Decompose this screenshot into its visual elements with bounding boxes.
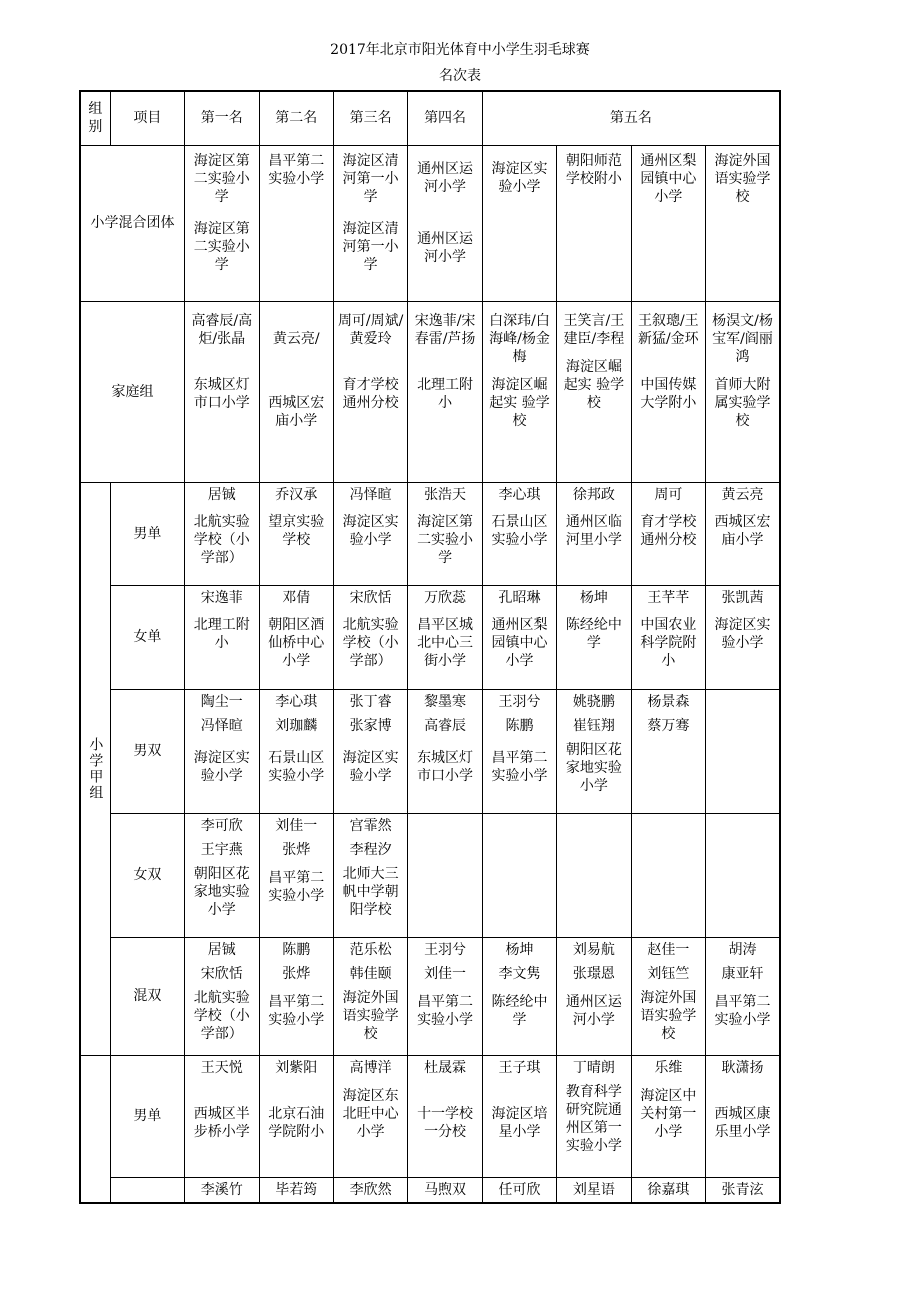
- result-cell: [333, 937, 407, 1055]
- player-name: 张凯茜: [721, 589, 764, 606]
- family-label: 家庭组: [80, 301, 185, 482]
- result-cell: [408, 813, 482, 937]
- school-name: 育才学校通州分校: [640, 513, 697, 548]
- result-cell: [557, 689, 631, 813]
- header-fifth: 第五名: [482, 91, 780, 145]
- group-b-next-row: [80, 1177, 780, 1203]
- result-cell: [631, 689, 705, 813]
- player-name: 王羽兮: [424, 941, 467, 958]
- school-name: 海淀区崛起实 验学校: [563, 358, 625, 411]
- player-name: 张璟恩: [572, 965, 615, 982]
- team-name: 海淀区清河第一小学: [342, 220, 399, 273]
- player-name: 宋欣恬: [200, 965, 243, 982]
- team-name: 通州区运河小学: [417, 230, 474, 265]
- player-name: 徐邦政: [572, 486, 615, 503]
- player-name: 杨坤: [505, 941, 534, 958]
- family-cell: [631, 301, 705, 482]
- family-cell: [408, 301, 482, 482]
- player-name: 乔汉承: [275, 486, 318, 503]
- header-third: 第三名: [333, 91, 407, 145]
- result-cell: [333, 1055, 407, 1177]
- group-b-boys-single-row: [80, 1055, 780, 1177]
- result-cell: [631, 813, 705, 937]
- school-name: 海淀区东北旺中心小学: [342, 1087, 399, 1140]
- player-name: 王羽兮: [498, 693, 541, 710]
- mixed-team-cell: [185, 145, 259, 301]
- school-name: 北航实验学校（小学部）: [342, 616, 399, 669]
- school-name: 昌平第二实验小学: [268, 993, 325, 1028]
- player-name: 黄云亮: [721, 486, 764, 503]
- player-name: 崔钰翔: [572, 717, 615, 734]
- group-a-mixed-double-row: [80, 937, 780, 1055]
- player-name: 宫霏然: [349, 817, 392, 834]
- school-name: 通州区运河小学: [565, 993, 622, 1028]
- header-second: 第二名: [259, 91, 333, 145]
- player-name: 蔡万骞: [647, 717, 690, 734]
- result-cell: [631, 585, 705, 689]
- mixed-team-cell: [259, 145, 333, 301]
- school-name: 十一学校一分校: [417, 1105, 474, 1140]
- event-label: 混双: [110, 937, 184, 1055]
- school-name: 陈经纶中学: [491, 993, 548, 1028]
- player-name: 李心琪: [498, 486, 541, 503]
- school-name: 昌平第二实验小学: [417, 993, 474, 1028]
- event-label: [110, 1177, 184, 1203]
- result-cell: [259, 482, 333, 585]
- family-cell: [557, 301, 631, 482]
- family-row: [80, 301, 780, 482]
- player-name: 刘紫阳: [275, 1059, 318, 1076]
- document-subtitle: 名次表: [439, 68, 481, 84]
- group-b-label: [80, 1055, 110, 1203]
- player-name: 万欣蕊: [424, 589, 467, 606]
- result-cell: [333, 585, 407, 689]
- school-name: 东城区灯市口小学: [417, 749, 474, 784]
- school-name: 昌平第二实验小学: [491, 749, 548, 784]
- player-name: 乐维: [654, 1059, 683, 1076]
- result-cell: [482, 482, 556, 585]
- school-name: 海淀区实验小学: [342, 749, 399, 784]
- group-a-boys-single-row: [80, 482, 780, 585]
- player-name: 刘钰竺: [647, 965, 690, 982]
- family-cell: [482, 301, 556, 482]
- player-name: 王宇燕: [200, 841, 243, 858]
- school-name: 石景山区实验小学: [491, 513, 548, 548]
- player-name: 高睿辰: [424, 717, 467, 734]
- school-name: 东城区灯市口小学: [193, 376, 250, 411]
- school-name: 海淀区实验小学: [342, 513, 399, 548]
- player-name: 冯怿暄: [349, 486, 392, 503]
- event-label: 男单: [110, 1055, 184, 1177]
- result-cell: [631, 937, 705, 1055]
- player-name: 高博洋: [349, 1059, 392, 1076]
- player-name: 刘珈麟: [275, 717, 318, 734]
- mixed-team-label: 小学混合团体: [80, 145, 185, 301]
- result-cell: [557, 1055, 631, 1177]
- result-cell: [482, 937, 556, 1055]
- result-cell: 李欣然: [333, 1177, 407, 1203]
- player-name: 张烨: [282, 965, 311, 982]
- result-cell: [408, 689, 482, 813]
- player-name: 宋逸菲: [200, 589, 243, 606]
- team-name: 海淀外国语实验学校: [714, 152, 771, 205]
- player-name: 杜晟霖: [424, 1059, 467, 1076]
- school-name: 北京石油学院附小: [268, 1105, 325, 1140]
- mixed-team-cell: [408, 145, 482, 301]
- player-name: 王芊芊: [647, 589, 690, 606]
- school-name: 西城区康乐里小学: [714, 1105, 771, 1140]
- school-name: 海淀区崛起实 验学校: [489, 376, 550, 429]
- school-name: 海淀区培星小学: [491, 1105, 548, 1140]
- result-cell: [631, 1055, 705, 1177]
- result-cell: [557, 482, 631, 585]
- result-cell: [333, 482, 407, 585]
- result-cell: 张青泫: [706, 1177, 780, 1203]
- mixed-team-cell: [482, 145, 556, 301]
- mixed-team-row: [80, 145, 780, 301]
- result-cell: 毕若筠: [259, 1177, 333, 1203]
- school-name: 昌平第二实验小学: [714, 993, 771, 1028]
- result-cell: [333, 813, 407, 937]
- school-name: 北师大三帆中学朝阳学校: [342, 865, 399, 918]
- mixed-team-cell: [631, 145, 705, 301]
- result-cell: [408, 1055, 482, 1177]
- school-name: 海淀区实验小学: [193, 749, 250, 784]
- result-cell: [706, 1055, 780, 1177]
- group-a-girls-double-row: [80, 813, 780, 937]
- player-name: 李心琪: [275, 693, 318, 710]
- ranking-table: [79, 90, 781, 1204]
- school-name: 海淀区第二实验小学: [417, 513, 474, 566]
- player-name: 孔昭琳: [498, 589, 541, 606]
- team-name: 朝阳师范学校附小: [565, 152, 622, 187]
- school-name: 通州区梨园镇中心小学: [491, 616, 548, 669]
- player-name: 王天悦: [200, 1059, 243, 1076]
- result-cell: [408, 482, 482, 585]
- school-name: 望京实验学校: [268, 513, 325, 548]
- family-cell: [706, 301, 780, 482]
- player-name: 宋欣恬: [349, 589, 392, 606]
- player-name: 康亚轩: [721, 965, 764, 982]
- player-name: 居铖: [207, 486, 236, 503]
- team-name: 海淀区清河第一小学: [342, 152, 399, 205]
- team-name: 昌平第二实验小学: [268, 152, 325, 187]
- result-cell: [259, 1055, 333, 1177]
- result-cell: [259, 937, 333, 1055]
- result-cell: [185, 482, 259, 585]
- result-cell: [706, 937, 780, 1055]
- school-name: 石景山区实验小学: [268, 749, 325, 784]
- result-cell: [259, 813, 333, 937]
- player-name: 李程汐: [349, 841, 392, 858]
- player-name: 陶尘一: [200, 693, 243, 710]
- school-name: 北理工附小: [417, 376, 474, 411]
- player-names: 杨淏文/杨宝军/阎丽鸿: [712, 312, 773, 365]
- result-cell: 任可欣: [482, 1177, 556, 1203]
- result-cell: [185, 689, 259, 813]
- group-a-girls-single-row: [80, 585, 780, 689]
- header-row: [80, 91, 780, 145]
- result-cell: [408, 585, 482, 689]
- result-cell: 李溪竹: [185, 1177, 259, 1203]
- result-cell: [185, 937, 259, 1055]
- result-cell: [557, 585, 631, 689]
- team-name: 通州区梨园镇中心小学: [640, 152, 697, 205]
- team-name: 海淀区第二实验小学: [193, 152, 250, 205]
- school-name: 育才学校通州分校: [342, 376, 399, 411]
- school-name: 陈经纶中学: [565, 616, 622, 651]
- result-cell: [482, 689, 556, 813]
- school-name: 西城区宏庙小学: [714, 513, 771, 548]
- result-cell: [185, 813, 259, 937]
- result-cell: [482, 813, 556, 937]
- player-name: 杨坤: [579, 589, 608, 606]
- player-name: 张家博: [349, 717, 392, 734]
- family-cell: [333, 301, 407, 482]
- player-name: 张浩天: [424, 486, 467, 503]
- school-name: 朝阳区酒仙桥中心小学: [268, 616, 325, 669]
- result-cell: [259, 585, 333, 689]
- result-cell: [482, 585, 556, 689]
- team-name: 通州区运河小学: [417, 160, 474, 195]
- player-name: 李可欣: [200, 817, 243, 834]
- school-name: 北航实验学校（小学部）: [193, 989, 250, 1042]
- player-name: 刘佳一: [424, 965, 467, 982]
- school-name: 中国农业科学院附小: [640, 616, 697, 669]
- player-name: 杨景森: [647, 693, 690, 710]
- header-event: 项目: [110, 91, 184, 145]
- document-title: 2017年北京市阳光体育中小学生羽毛球赛: [330, 42, 590, 58]
- school-name: 朝阳区花家地实验小学: [565, 741, 622, 794]
- player-name: 黎墨寒: [424, 693, 467, 710]
- school-name: 海淀区实验小学: [714, 616, 771, 651]
- school-name: 海淀外国语实验学校: [640, 989, 697, 1042]
- family-cell: [259, 301, 333, 482]
- event-label: 男单: [110, 482, 184, 585]
- result-cell: 刘星语: [557, 1177, 631, 1203]
- player-name: 张丁睿: [349, 693, 392, 710]
- player-name: 周可: [654, 486, 683, 503]
- result-cell: [706, 482, 780, 585]
- result-cell: [333, 689, 407, 813]
- school-name: 海淀区中关村第一小学: [640, 1087, 697, 1140]
- player-names: 高睿辰/高炬/张晶: [191, 312, 253, 347]
- result-cell: 徐嘉琪: [631, 1177, 705, 1203]
- result-cell: [557, 937, 631, 1055]
- event-label: 女双: [110, 813, 184, 937]
- group-a-boys-double-row: [80, 689, 780, 813]
- mixed-team-cell: [706, 145, 780, 301]
- header-fourth: 第四名: [408, 91, 482, 145]
- player-names: 王叙璁/王新猛/金环: [637, 312, 699, 347]
- player-name: 丁晴朗: [572, 1059, 615, 1076]
- player-name: 范乐松: [349, 941, 392, 958]
- player-name: 刘佳一: [275, 817, 318, 834]
- result-cell: [185, 1055, 259, 1177]
- school-name: 首师大附属实验学校: [714, 376, 771, 429]
- player-name: 陈鹏: [505, 717, 534, 734]
- player-name: 耿潇扬: [721, 1059, 764, 1076]
- school-name: 教育科学研究院通州区第一实验小学: [565, 1083, 622, 1154]
- team-name: 海淀区第二实验小学: [193, 220, 250, 273]
- result-cell: [706, 585, 780, 689]
- result-cell: 马煦双: [408, 1177, 482, 1203]
- player-name: 赵佳一: [647, 941, 690, 958]
- mixed-team-cell: [333, 145, 407, 301]
- school-name: 昌平第二实验小学: [268, 869, 325, 904]
- result-cell: [706, 689, 780, 813]
- result-cell: [631, 482, 705, 585]
- header-first: 第一名: [185, 91, 259, 145]
- player-name: 邓倩: [282, 589, 311, 606]
- header-group: 组别: [80, 91, 110, 145]
- player-name: 居铖: [207, 941, 236, 958]
- event-label: 女单: [110, 585, 184, 689]
- player-name: 李文隽: [498, 965, 541, 982]
- player-name: 姚骁鹏: [572, 693, 615, 710]
- school-name: 海淀外国语实验学校: [342, 989, 399, 1042]
- school-name: 通州区临河里小学: [565, 513, 622, 548]
- player-names: 宋逸菲/宋春雷/芦扬: [414, 312, 476, 347]
- mixed-team-cell: [557, 145, 631, 301]
- school-name: 昌平区城北中心三街小学: [417, 616, 474, 669]
- team-name: 海淀区实验小学: [491, 160, 548, 195]
- result-cell: [185, 585, 259, 689]
- player-names: 黄云亮/: [272, 330, 320, 347]
- school-name: 西城区半步桥小学: [193, 1105, 250, 1140]
- school-name: 西城区宏庙小学: [268, 394, 325, 429]
- school-name: 北理工附小: [193, 616, 250, 651]
- event-label: 男双: [110, 689, 184, 813]
- player-name: 刘易航: [572, 941, 615, 958]
- family-cell: [185, 301, 259, 482]
- player-name: 冯怿暄: [200, 717, 243, 734]
- result-cell: [557, 813, 631, 937]
- school-name: 北航实验学校（小学部）: [193, 513, 250, 566]
- result-cell: [259, 689, 333, 813]
- group-a-label: 小学甲组: [80, 482, 110, 1055]
- player-names: 王笑言/王建臣/李程: [563, 312, 625, 347]
- player-names: 白深玮/白海峰/杨金梅: [489, 312, 550, 365]
- school-name: 朝阳区花家地实验小学: [193, 865, 250, 918]
- player-name: 王子琪: [498, 1059, 541, 1076]
- result-cell: [706, 813, 780, 937]
- player-names: 周可/周斌/黄爱玲: [337, 312, 404, 347]
- player-name: 陈鹏: [282, 941, 311, 958]
- result-cell: [408, 937, 482, 1055]
- school-name: 中国传媒大学附小: [640, 376, 697, 411]
- player-name: 韩佳颐: [349, 965, 392, 982]
- result-cell: [482, 1055, 556, 1177]
- player-name: 胡涛: [728, 941, 757, 958]
- player-name: 张烨: [282, 841, 311, 858]
